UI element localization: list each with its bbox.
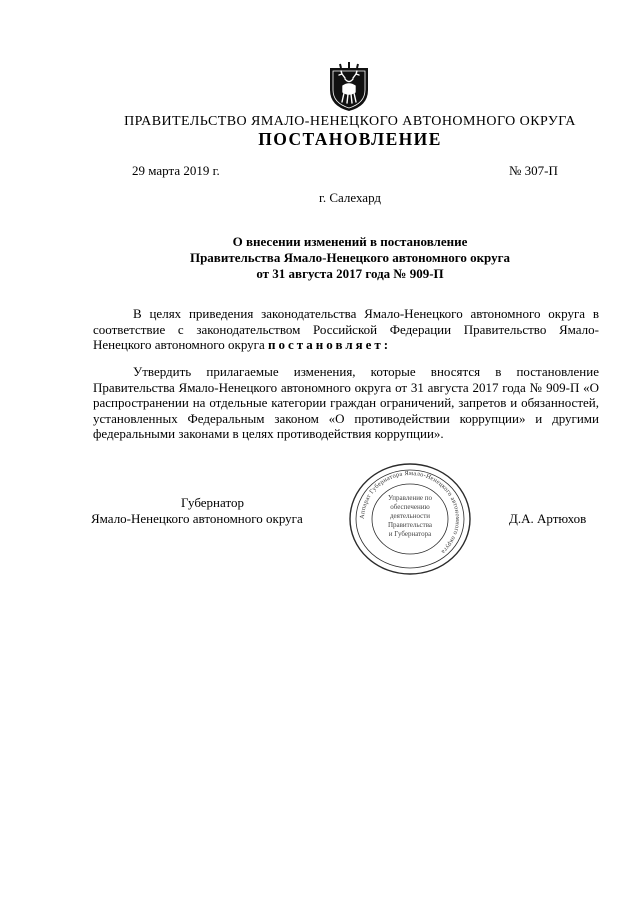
resolution-paragraph bbox=[93, 364, 599, 442]
government-name: ПРАВИТЕЛЬСТВО ЯМАЛО-НЕНЕЦКОГО АВТОНОМНОГО ОКРУГА bbox=[124, 114, 576, 129]
document-title bbox=[100, 234, 600, 282]
seal-center-line: Управление по bbox=[387, 494, 433, 502]
seal-center-line: Правительства bbox=[387, 521, 433, 529]
seal-ring-text: Аппарат Губернатора Ямало-Ненецкого автономного округа bbox=[358, 469, 462, 556]
title-line: О внесении изменений в постановление bbox=[232, 234, 468, 249]
document-number: № 307-П bbox=[509, 163, 558, 178]
title-line: от 31 августа 2017 года № 909-П bbox=[256, 266, 444, 281]
signatory-name: Д.А. Артюхов bbox=[509, 511, 587, 526]
signatory-organization: Ямало-Ненецкого автономного округа bbox=[91, 511, 303, 526]
preamble-paragraph bbox=[93, 306, 599, 353]
coat-of-arms-icon bbox=[326, 62, 372, 112]
resolution-text: Утвердить прилагаемые изменения, которые вносятся в постановление Правительства Ямало-Ненецкого автономного округа от 31 августа 2017 года № 909-П «О распространении на отдельные категории граждан ограничений, запретов и обязанностей, установленных Федеральным законом «О противодействии коррупции» и другими федеральными законами в целях противодействия коррупции». bbox=[93, 364, 599, 442]
document-type: ПОСТАНОВЛЕНИЕ bbox=[258, 129, 442, 149]
title-line: Правительства Ямало-Ненецкого автономного округа bbox=[189, 250, 511, 265]
official-seal-icon bbox=[347, 462, 473, 576]
document-date: 29 марта 2019 г. bbox=[132, 163, 220, 178]
seal-center-line: деятельности bbox=[389, 512, 431, 520]
document-city: г. Салехард bbox=[318, 190, 382, 205]
seal-center-line: обеспечению bbox=[390, 503, 430, 511]
preamble-text: В целях приведения законодательства Ямало-Ненецкого автономного округа в соответствие с законодательством Российской Федерации Правительство Ямало-Ненецкого автономного округа bbox=[93, 306, 599, 353]
resolves-word: постановляет: bbox=[268, 337, 392, 353]
signatory-position: Губернатор bbox=[181, 495, 244, 510]
seal-center-line: и Губернатора bbox=[388, 530, 432, 538]
